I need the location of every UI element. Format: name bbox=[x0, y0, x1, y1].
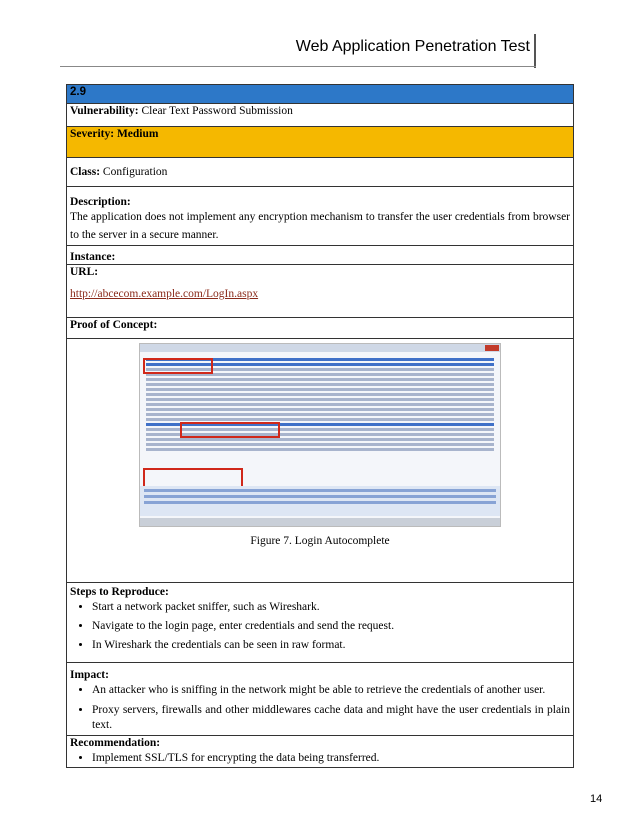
recommendation-item: • Implement SSL/TLS for encrypting the data being transferred. bbox=[92, 751, 570, 767]
packet-line bbox=[146, 378, 494, 381]
close-icon bbox=[485, 345, 499, 351]
highlight-box bbox=[143, 358, 213, 374]
packet-line bbox=[146, 408, 494, 411]
hex-pane bbox=[140, 486, 500, 516]
steps-label: Steps to Reproduce: bbox=[70, 586, 169, 598]
class-value: Configuration bbox=[102, 166, 168, 178]
proof-row bbox=[67, 339, 574, 583]
severity-row bbox=[67, 127, 574, 158]
header-divider bbox=[534, 34, 536, 68]
page-header-title: Web Application Penetration Test bbox=[295, 38, 530, 55]
impact-label: Impact: bbox=[70, 669, 109, 681]
header-rule bbox=[60, 66, 536, 67]
packet-line bbox=[146, 443, 494, 446]
packet-line bbox=[146, 418, 494, 421]
steps-item: • Navigate to the login page, enter credentials and send the request. bbox=[92, 617, 570, 636]
instance-url-link[interactable]: http://abcecom.example.com/LogIn.aspx bbox=[70, 288, 259, 300]
vulnerability-label: Vulnerability: bbox=[70, 105, 139, 117]
url-label: URL: bbox=[70, 266, 99, 278]
page-number: 14 bbox=[590, 793, 603, 805]
packet-line bbox=[146, 388, 494, 391]
figure-caption: Figure 7. Login Autocomplete bbox=[250, 535, 390, 547]
instance-label: Instance: bbox=[67, 246, 574, 265]
recommendation-label: Recommendation: bbox=[70, 736, 161, 749]
description-label: Description: bbox=[70, 196, 131, 208]
class-label: Class: bbox=[70, 166, 101, 178]
steps-row bbox=[67, 583, 574, 663]
packet-line bbox=[146, 398, 494, 401]
severity-label: Severity: Medium bbox=[70, 128, 159, 140]
impact-item: • An attacker who is sniffing in the network might be able to retrieve the credentials of another user. bbox=[92, 683, 570, 699]
impact-item: • Proxy servers, firewalls and other middlewares cache data and might have the user credentials in plain text. bbox=[92, 703, 570, 734]
packet-line bbox=[146, 438, 494, 441]
steps-item: • In Wireshark the credentials can be seen in raw format. bbox=[92, 636, 570, 655]
status-bar bbox=[140, 518, 500, 526]
impact-row bbox=[67, 663, 574, 736]
section-number: 2.9 bbox=[67, 85, 574, 104]
packet-line bbox=[146, 383, 494, 386]
packet-line bbox=[146, 403, 494, 406]
steps-item: • Start a network packet sniffer, such as Wireshark. bbox=[92, 598, 570, 617]
packet-line bbox=[146, 393, 494, 396]
vulnerability-row bbox=[67, 104, 574, 127]
wireshark-screenshot bbox=[139, 343, 501, 527]
url-row bbox=[67, 265, 574, 318]
vulnerability-table bbox=[66, 84, 574, 768]
recommendation-row bbox=[67, 735, 574, 768]
packet-line bbox=[146, 413, 494, 416]
description-row bbox=[67, 187, 574, 246]
description-text: The application does not implement any encryption mechanism to transfer the user credentials from browser to the server in a secure manner. bbox=[70, 211, 570, 241]
proof-label: Proof of Concept: bbox=[67, 318, 574, 339]
highlight-box bbox=[180, 422, 280, 438]
packet-line bbox=[146, 448, 494, 451]
class-row bbox=[67, 158, 574, 187]
vulnerability-value: Clear Text Password Submission bbox=[141, 105, 293, 117]
screenshot-titlebar bbox=[140, 344, 500, 352]
